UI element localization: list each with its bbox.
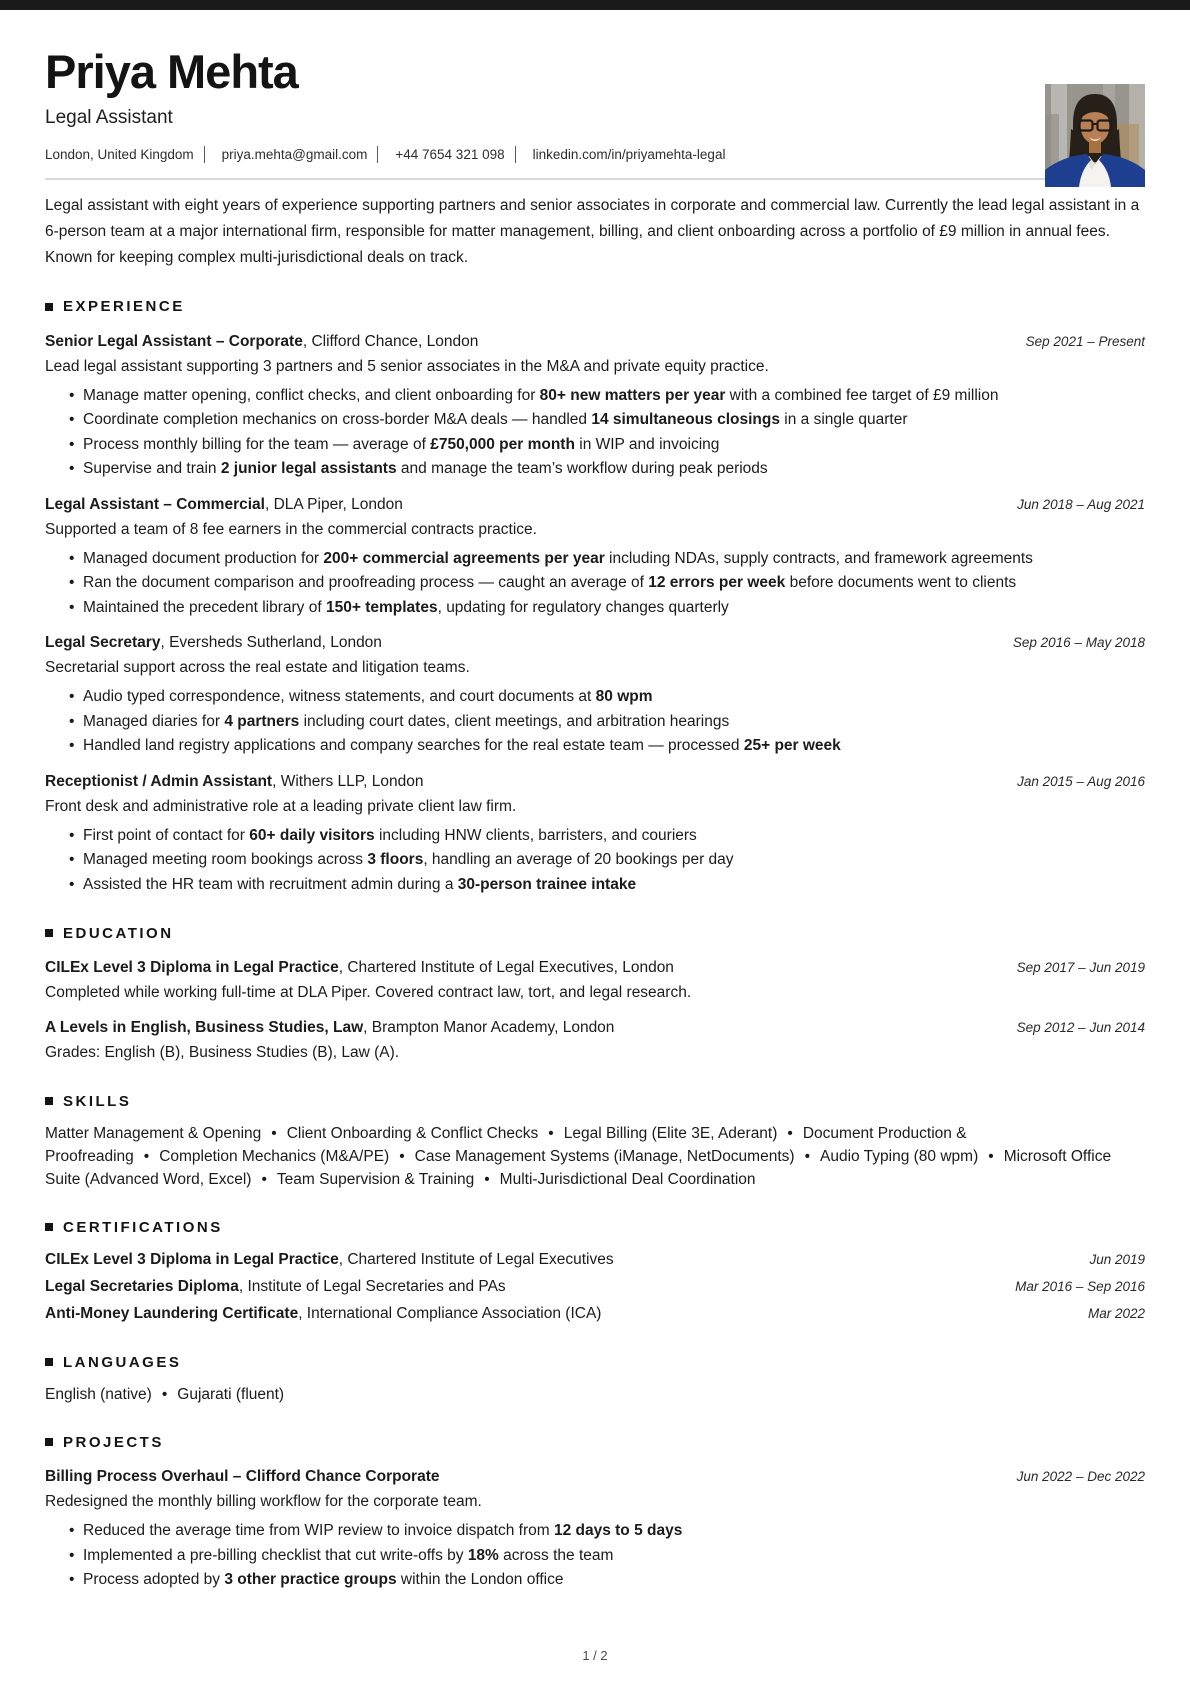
- list-item-text: Audio Typing (80 wpm): [820, 1148, 979, 1166]
- entry-date: Jun 2022 – Dec 2022: [1016, 1469, 1145, 1485]
- entry-title-primary: Receptionist / Admin Assistant: [45, 772, 273, 790]
- entry-title-secondary: , Eversheds Sutherland, London: [160, 634, 382, 652]
- entry-title-secondary: , Brampton Manor Academy, London: [363, 1019, 615, 1037]
- resume-entry: [45, 330, 1145, 482]
- bullet-text: including court dates, client meetings, and arbitration hearings: [299, 712, 730, 730]
- bullet-list: [45, 547, 1145, 621]
- bullet-item: [83, 596, 1145, 621]
- entry-header: [45, 1016, 1145, 1040]
- entry-subtitle: Grades: English (B), Business Studies (B), Law (A).: [45, 1044, 400, 1062]
- bullet-list: [45, 685, 1145, 759]
- contact-separator-bar: [377, 146, 378, 163]
- contact-linkedin: linkedin.com/in/priyamehta-legal: [532, 146, 726, 162]
- entry-subtitle: Front desk and administrative role at a leading private client law firm.: [45, 797, 517, 815]
- entry-title: [45, 1302, 601, 1326]
- project-entries: [45, 1465, 1145, 1593]
- entry-header: [45, 1465, 1145, 1489]
- bullet-text: Process adopted by: [83, 1571, 225, 1589]
- square-bullet-icon: [45, 303, 53, 311]
- section-heading-education: [45, 921, 1145, 945]
- entry-date: Mar 2016 – Sep 2016: [1015, 1279, 1145, 1295]
- list-separator-dot: •: [548, 1125, 554, 1143]
- entry-subtitle: Lead legal assistant supporting 3 partners and 5 senior associates in the M&A and private equity practice.: [45, 357, 769, 375]
- list-separator-dot: •: [804, 1148, 810, 1166]
- entry-date: Mar 2022: [1087, 1306, 1145, 1322]
- entry-title: [45, 1275, 506, 1299]
- bullet-item: [83, 824, 1145, 849]
- entry-title-primary: CILEx Level 3 Diploma in Legal Practice: [45, 1251, 339, 1269]
- list-separator-dot: •: [261, 1171, 267, 1189]
- page-number: 1 / 2: [582, 1648, 608, 1663]
- summary-paragraph: Legal assistant with eight years of experience supporting partners and senior associates in corporate and commercial law. Currently the lead legal assistant in a 6-person team at a major international firm, responsible for matter management, billing, and client onboarding across a portfolio of £9 million in annual fees. Known for keeping complex multi-jurisdictional deals on track.: [45, 196, 1140, 266]
- entry-subtitle: Redesigned the monthly billing workflow for the corporate team.: [45, 1493, 482, 1511]
- entry-title-secondary: , Institute of Legal Secretaries and PAs: [238, 1278, 506, 1296]
- bullet-highlight: 80 wpm: [595, 688, 653, 706]
- bullet-highlight: 60+ daily visitors: [249, 826, 375, 844]
- contact-email: priya.mehta@gmail.com: [221, 146, 368, 162]
- bullet-item: [83, 408, 1145, 433]
- bullet-item: [83, 433, 1145, 458]
- list-item-text: Gujarati (fluent): [177, 1386, 285, 1404]
- list-item-text: Multi-Jurisdictional Deal Coordination: [499, 1171, 756, 1189]
- section-certifications: [45, 1215, 1145, 1326]
- resume-entry: [45, 1275, 1145, 1299]
- bullet-list: [45, 824, 1145, 898]
- bullet-highlight: 18%: [467, 1546, 499, 1564]
- section-skills: [45, 1089, 1145, 1191]
- top-accent-bar: [0, 0, 1190, 10]
- bullet-text: Maintained the precedent library of: [83, 598, 326, 616]
- bullet-text: Manage matter opening, conflict checks, and client onboarding for: [83, 386, 540, 404]
- entry-title-secondary: , DLA Piper, London: [264, 495, 403, 513]
- square-bullet-icon: [45, 1097, 53, 1105]
- section-projects: [45, 1430, 1145, 1593]
- resume-header: [45, 47, 1145, 271]
- entry-date: Sep 2012 – Jun 2014: [1016, 1020, 1145, 1036]
- bullet-item: [83, 384, 1145, 409]
- list-separator-dot: •: [161, 1386, 168, 1404]
- square-bullet-icon: [45, 1358, 53, 1366]
- certification-entries: [45, 1248, 1145, 1326]
- list-separator-dot: •: [143, 1148, 150, 1166]
- entry-title: [45, 1016, 614, 1040]
- entry-title: [45, 1248, 614, 1272]
- bullet-text: Ran the document comparison and proofreading process — caught an average of: [83, 574, 649, 592]
- bullet-text: Coordinate completion mechanics on cross-border M&A deals — handled: [83, 411, 592, 429]
- contact-row: [45, 146, 1145, 163]
- contact-phone: +44 7654 321 098: [395, 146, 505, 162]
- bullet-highlight: 3 floors: [367, 851, 424, 869]
- entry-title-primary: Anti-Money Laundering Certificate: [45, 1305, 299, 1323]
- bullet-text: Assisted the HR team with recruitment admin during a: [83, 875, 458, 893]
- entry-date: Jun 2019: [1089, 1252, 1145, 1268]
- resume-page: [0, 47, 1190, 1593]
- section-heading-experience: [45, 295, 1145, 319]
- list-separator-dot: •: [988, 1148, 994, 1166]
- bullet-item: [83, 848, 1145, 873]
- bullet-text: Managed diaries for: [83, 712, 225, 730]
- entry-header: [45, 493, 1145, 517]
- bullet-item: [83, 571, 1145, 596]
- list-separator-dot: •: [271, 1125, 277, 1143]
- resume-entry: [45, 956, 1145, 1005]
- resume-entry: [45, 493, 1145, 621]
- bullet-text: Handled land registry applications and company searches for the real estate team — processed: [83, 737, 744, 755]
- bullet-highlight: 12 errors per week: [648, 574, 786, 592]
- bullet-text: across the team: [498, 1546, 614, 1564]
- section-experience: [45, 295, 1145, 898]
- profile-photo: [1045, 84, 1145, 187]
- entry-date: Sep 2016 – May 2018: [1012, 635, 1145, 651]
- list-item-text: Microsoft Office Suite (Advanced Word, Excel): [45, 1148, 1112, 1189]
- entry-header: [45, 631, 1145, 655]
- section-heading-label: EXPERIENCE: [63, 298, 185, 316]
- experience-entries: [45, 330, 1145, 898]
- bullet-highlight: 150+ templates: [325, 598, 438, 616]
- section-heading-skills: [45, 1089, 1145, 1113]
- skills-list: [45, 1122, 1145, 1191]
- bullet-text: in WIP and invoicing: [574, 435, 720, 453]
- entry-date: Sep 2021 – Present: [1025, 333, 1145, 349]
- list-item-text: Team Supervision & Training: [276, 1171, 475, 1189]
- section-heading-label: SKILLS: [63, 1092, 132, 1110]
- resume-entry: [45, 631, 1145, 759]
- entry-date: Jun 2018 – Aug 2021: [1017, 496, 1145, 512]
- bullet-text: First point of contact for: [83, 826, 250, 844]
- entry-subtitle: Supported a team of 8 fee earners in the commercial contracts practice.: [45, 520, 537, 538]
- entry-subtitle: Completed while working full-time at DLA Piper. Covered contract law, tort, and legal research.: [45, 984, 692, 1002]
- bullet-text: within the London office: [396, 1571, 564, 1589]
- bullet-text: , updating for regulatory changes quarterly: [437, 598, 729, 616]
- entry-title-secondary: , Chartered Institute of Legal Executives: [338, 1251, 614, 1269]
- bullet-highlight: 14 simultaneous closings: [591, 411, 780, 429]
- bullet-item: [83, 685, 1145, 710]
- bullet-text: , handling an average of 20 bookings per day: [423, 851, 734, 869]
- section-heading-certifications: [45, 1215, 1145, 1239]
- bullet-text: including NDAs, supply contracts, and framework agreements: [604, 549, 1033, 567]
- list-item-text: Completion Mechanics (M&A/PE): [159, 1148, 390, 1166]
- bullet-text: Managed meeting room bookings across: [83, 851, 368, 869]
- portrait-illustration: [1045, 84, 1145, 187]
- bullet-text: and manage the team’s workflow during peak periods: [396, 460, 768, 478]
- entry-title: [45, 330, 478, 354]
- bullet-text: Managed document production for: [83, 549, 324, 567]
- resume-entry: [45, 1302, 1145, 1326]
- bullet-highlight: 30-person trainee intake: [457, 875, 637, 893]
- bullet-list: [45, 384, 1145, 482]
- section-heading-projects: [45, 1430, 1145, 1454]
- entry-title-primary: Legal Secretary: [45, 634, 161, 652]
- list-separator-dot: •: [787, 1125, 793, 1143]
- list-item-text: Document Production & Proofreading: [45, 1125, 967, 1166]
- square-bullet-icon: [45, 1438, 53, 1446]
- bullet-highlight: 3 other practice groups: [224, 1571, 397, 1589]
- entry-date: Jan 2015 – Aug 2016: [1017, 773, 1145, 789]
- entry-header: [45, 770, 1145, 794]
- section-heading-label: LANGUAGES: [63, 1353, 182, 1371]
- section-languages: [45, 1350, 1145, 1406]
- entry-date: Sep 2017 – Jun 2019: [1016, 960, 1145, 976]
- bullet-item: [83, 873, 1145, 898]
- section-education: [45, 921, 1145, 1065]
- entry-title-primary: Billing Process Overhaul – Clifford Chance Corporate: [45, 1468, 440, 1486]
- bullet-text: Audio typed correspondence, witness statements, and court documents at: [83, 688, 596, 706]
- entry-title-primary: CILEx Level 3 Diploma in Legal Practice: [45, 959, 339, 977]
- entry-title-secondary: , Chartered Institute of Legal Executives, London: [338, 959, 674, 977]
- bullet-item: [83, 457, 1145, 482]
- bullet-highlight: 80+ new matters per year: [539, 386, 726, 404]
- resume-entry: [45, 1248, 1145, 1272]
- entry-title-primary: Legal Assistant – Commercial: [45, 495, 265, 513]
- entry-title-secondary: , Withers LLP, London: [272, 772, 424, 790]
- bullet-text: Reduced the average time from WIP review to invoice dispatch from: [83, 1522, 554, 1540]
- bullet-highlight: 200+ commercial agreements per year: [323, 549, 605, 567]
- section-heading-languages: [45, 1350, 1145, 1374]
- entry-header: [45, 956, 1145, 980]
- list-item-text: Matter Management & Opening: [45, 1125, 262, 1143]
- bullet-text: Supervise and train: [83, 460, 221, 478]
- section-heading-label: PROJECTS: [63, 1433, 164, 1451]
- bullet-item: [83, 1544, 1145, 1569]
- bullet-text: before documents went to clients: [785, 574, 1017, 592]
- resume-entry: [45, 1016, 1145, 1065]
- header-divider: [45, 178, 1145, 180]
- entry-header: [45, 1302, 1145, 1326]
- contact-separator-bar: [204, 146, 205, 163]
- bullet-list: [45, 1519, 1145, 1593]
- bullet-text: Process monthly billing for the team — average of: [83, 435, 431, 453]
- entry-title: [45, 956, 674, 980]
- bullet-item: [83, 734, 1145, 759]
- languages-list: [45, 1383, 1145, 1406]
- bullet-text: in a single quarter: [779, 411, 908, 429]
- bullet-item: [83, 547, 1145, 572]
- bullet-highlight: £750,000 per month: [430, 435, 575, 453]
- bullet-text: with a combined fee target of £9 million: [725, 386, 999, 404]
- entry-title: [45, 493, 403, 517]
- list-separator-dot: •: [399, 1148, 405, 1166]
- entry-title-primary: A Levels in English, Business Studies, Law: [45, 1019, 364, 1037]
- entry-title-primary: Senior Legal Assistant – Corporate: [45, 332, 303, 350]
- bullet-highlight: 4 partners: [224, 712, 300, 730]
- person-name: Priya Mehta: [45, 45, 298, 98]
- entry-title: [45, 631, 382, 655]
- list-item-text: Case Management Systems (iManage, NetDocuments): [414, 1148, 795, 1166]
- bullet-item: [83, 1519, 1145, 1544]
- section-heading-label: EDUCATION: [63, 924, 174, 942]
- resume-entry: [45, 770, 1145, 898]
- resume-entry: [45, 1465, 1145, 1593]
- bullet-highlight: 12 days to 5 days: [553, 1522, 683, 1540]
- person-job-title: Legal Assistant: [45, 106, 173, 128]
- bullet-item: [83, 710, 1145, 735]
- contact-location: London, United Kingdom: [45, 146, 194, 162]
- entry-title-secondary: , International Compliance Association (ICA): [298, 1305, 602, 1323]
- list-item-text: Legal Billing (Elite 3E, Aderant): [563, 1125, 778, 1143]
- bullet-highlight: 25+ per week: [743, 737, 841, 755]
- contact-separator-bar: [515, 146, 516, 163]
- entry-title-secondary: , Clifford Chance, London: [302, 332, 479, 350]
- list-item-text: Client Onboarding & Conflict Checks: [286, 1125, 539, 1143]
- bullet-text: including HNW clients, barristers, and couriers: [374, 826, 697, 844]
- entry-header: [45, 1275, 1145, 1299]
- entry-header: [45, 1248, 1145, 1272]
- section-heading-label: CERTIFICATIONS: [63, 1218, 223, 1236]
- entry-subtitle: Secretarial support across the real estate and litigation teams.: [45, 659, 470, 677]
- entry-header: [45, 330, 1145, 354]
- education-entries: [45, 956, 1145, 1065]
- list-separator-dot: •: [484, 1171, 490, 1189]
- bullet-item: [83, 1568, 1145, 1593]
- bullet-highlight: 2 junior legal assistants: [220, 460, 397, 478]
- bullet-text: Implemented a pre-billing checklist that cut write-offs by: [83, 1546, 468, 1564]
- entry-title: [45, 770, 423, 794]
- square-bullet-icon: [45, 929, 53, 937]
- list-item-text: English (native): [45, 1386, 152, 1404]
- square-bullet-icon: [45, 1223, 53, 1231]
- entry-title-primary: Legal Secretaries Diploma: [45, 1278, 239, 1296]
- entry-title: [45, 1465, 439, 1489]
